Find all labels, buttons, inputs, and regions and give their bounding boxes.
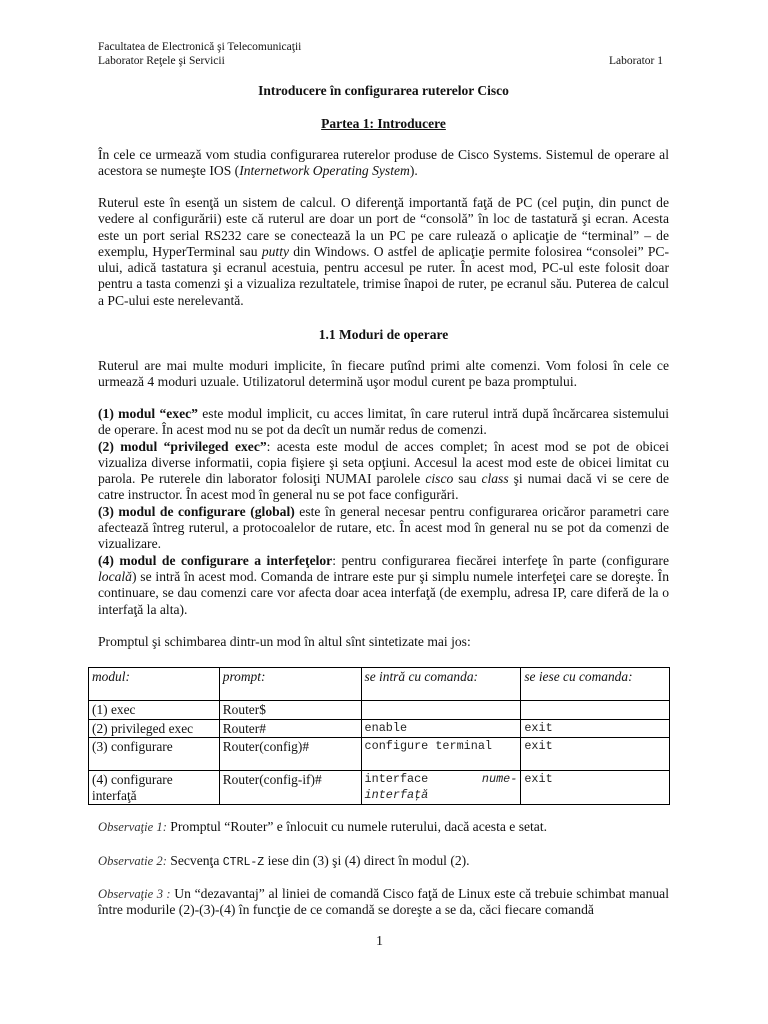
modes-intro-paragraph: Ruterul are mai multe moduri implicite, în fiecare putînd primi alte comenzi. Vom folosi în cele ce urmează 4 moduri uzuale. Utilizatorul determină uşor modul curent pe baza promptului. — [98, 358, 669, 390]
table-cell — [521, 701, 670, 720]
table-cell: enable — [361, 719, 521, 738]
table-header-cell: se iese cu comanda: — [521, 668, 670, 701]
observation-2: Observatie 2: Secvenţa CTRL-Z iese din (3) şi (4) direct în modul (2). — [98, 853, 470, 869]
intro-paragraph: În cele ce urmează vom studia configurarea ruterelor produse de Cisco Systems. Sistemul de operare al acestora se numeşte IOS (Internetwork Operating System). — [98, 147, 669, 179]
page-number: 1 — [376, 934, 383, 949]
header-lab: Laborator Reţele şi Servicii — [98, 55, 225, 67]
table-cell: exit — [521, 738, 670, 771]
router-paragraph: Ruterul este în esenţă un sistem de calcul. O diferenţă importantă faţă de PC (cel puţin, din punct de vedere al configurării) este că ruterul are doar un port de “consolă” în loc de tastatură şi ecran. Acesta este un port serial RS232 care se conectează la un PC pe care rulează o aplicaţie de “terminal” – de exemplu, HyperTerminal sau putty din Windows. O astfel de aplicaţie permite folosirea “consolei” PC-ului, adică tastatura şi ecranul acestuia, pentru accesul pe ruter. În acest mod, PC-ul este folosit doar pentru a tasta comenzi şi a vizualiza rezultatele, trimise înapoi de ruter, pe ecranul său. Puterea de calcul a PC-ului este nerelevantă. — [98, 195, 669, 308]
table-cell: (3) configurare — [89, 738, 220, 771]
table-cell: Router(config)# — [219, 738, 361, 771]
table-header-cell: modul: — [89, 668, 220, 701]
observation-3: Observaţie 3 : Un “dezavantaj” al liniei de comandă Cisco faţă de Linux este că trebuie schimbat manual între modurile (2)-(3)-(4) în funcţie de ce comandă se doreşte a se da, căci fiecare comandă — [98, 886, 669, 918]
modes-table — [88, 667, 670, 805]
table-cell: Router$ — [219, 701, 361, 720]
document-title: Introducere în configurarea ruterelor Cisco — [258, 83, 509, 98]
section-title: 1.1 Moduri de operare — [318, 327, 449, 342]
table-cell: exit — [521, 719, 670, 738]
table-cell: (4) configurare interfaţă — [89, 771, 220, 805]
header-faculty: Facultatea de Electronică şi Telecomunicaţii — [98, 41, 302, 53]
modes-list: (1) modul “exec” este modul implicit, cu acces limitat, în care ruterul intră după încărcarea sistemului de operare. În acest mod nu se pot da decît un număr redus de comenzi. (2) modul “privileged exec”: acesta este modul de acces complet; în acest mod se pot de obicei vizualiza diverse informatii, copia fişiere şi seta opţiuni. Accesul la acest mod este de obicei limitat cu parola. Pe ruterele din laborator folosiţi NUMAI parolele cisco sau class şi numai dacă vi se cere de catre instructor. În acest mod în general nu se pot face configurări. (3) modul de configurare (global) este în general necesar pentru configurarea oricăror parametri care afectează întreg ruterul, a protocoalelor de rutare, etc. În acest mod în general nu se pot da comenzi de vizualizare. (4) modul de configurare a interfeţelor: pentru configurarea fiecărei interfeţe în parte (configurare locală) se intră în acest mod. Comanda de intrare este pur şi simplu numele interfeţei care se doreşte. În continuare, se dau comenzi care vor afecta doar acea interfaţă (de exemplu, adresa IP, care diferă de la o interfaţă la alta). — [98, 406, 669, 617]
table-header-cell: se intră cu comanda: — [361, 668, 521, 701]
header-lab-number: Laborator 1 — [609, 55, 663, 67]
table-cell: interface nume- interfaţă — [361, 771, 521, 805]
table-cell: configure terminal — [361, 738, 521, 771]
table-cell: Router# — [219, 719, 361, 738]
table-header-cell: prompt: — [219, 668, 361, 701]
table-row — [89, 701, 670, 720]
table-header-row — [89, 668, 670, 701]
table-cell: (2) privileged exec — [89, 719, 220, 738]
table-intro: Promptul şi schimbarea dintr-un mod în altul sînt sintetizate mai jos: — [98, 634, 471, 649]
table-cell: Router(config-if)# — [219, 771, 361, 805]
table-row — [89, 771, 670, 805]
table-cell: (1) exec — [89, 701, 220, 720]
table-cell: exit — [521, 771, 670, 805]
part-title: Partea 1: Introducere — [321, 116, 446, 131]
table-cell — [361, 701, 521, 720]
observation-1: Observaţie 1: Promptul “Router” e înlocuit cu numele ruterului, dacă acesta e setat. — [98, 819, 548, 834]
table-row — [89, 719, 670, 738]
table-row — [89, 738, 670, 771]
